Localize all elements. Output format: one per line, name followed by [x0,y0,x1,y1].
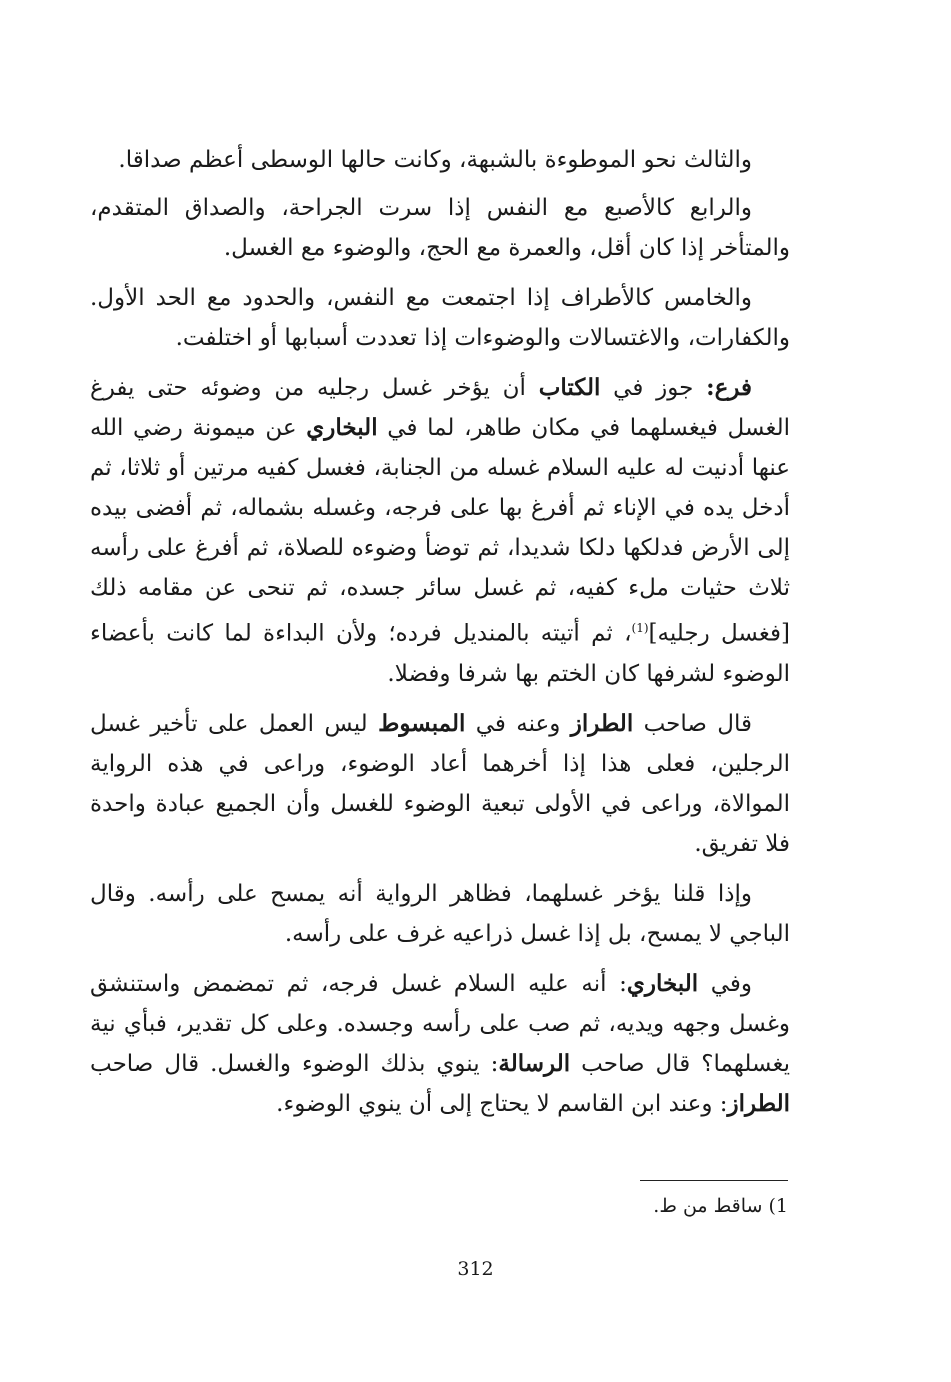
page-number: 312 [457,1258,494,1280]
source-name: الرسالة [498,1049,571,1077]
paragraph-tiraz [90,704,790,864]
page-body [90,140,790,1134]
footnote: 1) ساقط من ط. [653,1195,788,1217]
paragraph-baji: وإذا قلنا يؤخر غسلهما، فظاهر الرواية أنه يمسح على رأسه. وقال الباجي لا يمسح، بل إذا غسل ذراعيه غرف على رأسه. [90,880,790,947]
text-span: ، ثم أتيته بالمنديل فرده؛ ولأن البداءة لما كانت بأعضاء الوضوء لشرفها كان الختم بها شرفا وفضلا. [90,620,790,687]
source-name: المبسوط [378,709,466,737]
text-span: : وعند ابن القاسم لا يحتاج إلى أن ينوي الوضوء. [276,1090,728,1117]
paragraph-branch [90,368,790,694]
paragraph-fourth-category: والرابع كالأصبع مع النفس إذا سرت الجراحة، والصداق المتقدم، والمتأخر إذا كان أقل، والعمرة مع الحج، والوضوء مع الغسل. [90,195,790,261]
text-span: ليس العمل على تأخير غسل الرجلين، فعلى هذا إذا أخرهما أعاد الوضوء، وراعى في هذه الرواية الموالاة، وراعى في الأولى تبعية الوضوء للغسل وأن الجميع عبادة واحدة فلا تفريق. [90,710,790,857]
paragraph-fifth-category: والخامس كالأطراف إذا اجتمعت مع النفس، والحدود مع الحد الأول. والكفارات، والاغتسالات والوضوءات إذا تعددت أسبابها أو اختلفت. [90,285,790,351]
text-span: عن ميمونة رضي الله عنها أدنيت له عليه السلام غسله من الجنابة، فغسل كفيه مرتين أو ثلاثا، ثم أدخل يده في الإناء ثم أفرغ بها على فرجه، وغسله بشماله، ثم أفضى بيده إلى الأرض فدلكها دلكا شديدا، ثم توضأ وضوءه للصلاة، ثم أفرغ على رأسه ثلاث حثيات ملء كفيه، ثم غسل سائر جسده، ثم تنحى عن مقامه ذلك [فغسل رجليه] [90,415,790,647]
paragraph-bukhari [90,964,790,1124]
source-name: الطراز [727,1089,790,1117]
text-span: قال صاحب [633,710,752,737]
footnote-ref[interactable]: (1) [631,621,649,635]
branch-heading: فرع: [706,374,752,401]
text-span: وعنه في [465,710,571,737]
source-name: البخاري [306,414,378,441]
text-span: أن يؤخر غسل رجليه من وضوئه حتى يفرغ الغسل فيغسلهما في مكان طاهر، لما في [90,375,790,441]
source-name: البخاري [626,969,699,997]
text-span: جوز في [600,375,707,401]
paragraph-third-category: والثالث نحو الموطوءة بالشبهة، وكانت حالها الوسطى أعظم صداقا. [118,147,752,173]
text-span: : أنه عليه السلام غسل فرجه، ثم تمضمض واستنشق وغسل وجهه ويديه، ثم صب على رأسه وجسده. وعلى كل تقدير، فبأي نية يغسلهما؟ قال صاحب [90,970,790,1077]
source-name: الطراز [570,709,634,737]
footnote-divider [640,1180,788,1181]
text-span: : ينوي بذلك الوضوء والغسل. قال صاحب [90,1050,499,1077]
source-name: الكتاب [538,374,601,401]
text-span: وفي [698,970,752,997]
